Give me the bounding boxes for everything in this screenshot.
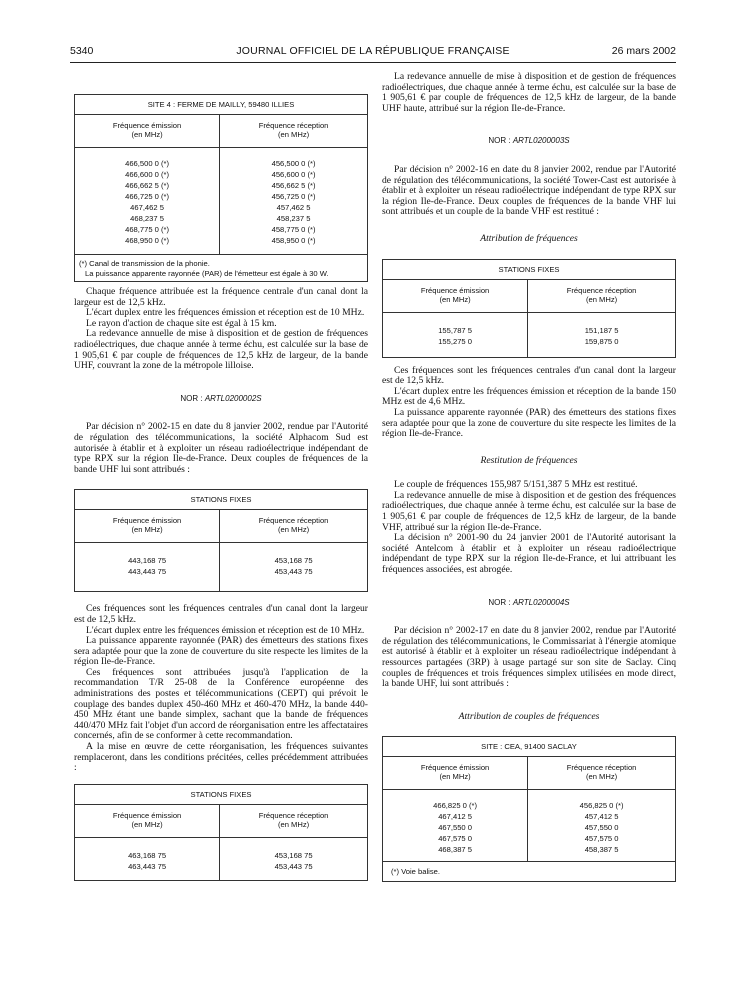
table-title: STATIONS FIXES — [383, 259, 676, 279]
emission-value: 466,500 0 (*) — [125, 159, 170, 168]
column-header-reception: Fréquence réception (en MHz) — [528, 279, 676, 312]
column-header-reception: Fréquence réception (en MHz) — [220, 115, 368, 148]
table-note: (*) Voie balise. — [391, 867, 440, 877]
section-caption: Restitution de fréquences — [480, 454, 578, 466]
paragraph: Ces fréquences sont les fréquences centrales d'un canal dont la largeur est de 12,5 kHz. — [74, 603, 368, 625]
emission-value: 468,387 5 — [438, 845, 472, 855]
nor-reference — [382, 136, 676, 147]
reception-values — [220, 543, 368, 592]
emission-value: 155,787 5 — [438, 325, 472, 335]
header-rule — [70, 62, 676, 63]
section-caption: Attribution de fréquences — [480, 232, 578, 244]
reception-value: 453,168 75 — [274, 850, 313, 860]
nor-label: NOR : — [180, 393, 205, 403]
page-number: 5340 — [70, 45, 94, 57]
reception-value: 453,443 75 — [274, 567, 313, 577]
journal-title: JOURNAL OFFICIEL DE LA RÉPUBLIQUE FRANÇAISE — [236, 45, 510, 57]
paragraph: Le rayon d'action de chaque site est égal à 15 km. — [86, 317, 277, 329]
emission-value: 468,775 0 (*) — [125, 225, 170, 234]
paragraph: La décision n° 2001-90 du 24 janvier 2001 de l'Autorité autorisant la société Antelcom à établir et à exploiter un réseau radioélectrique indépendant de type RPX sur la région Ile-de-France, et lui attribuant les fréquences associées, est abrogée. — [382, 532, 676, 576]
reception-value: 456,500 0 (*) — [271, 159, 316, 168]
paragraph: La puissance apparente rayonnée (PAR) des émetteurs des stations fixes sera adaptée pour que la zone de couverture du site respecte les limites de la région Ile-de-France. — [74, 635, 368, 668]
emission-value: 467,412 5 — [438, 812, 472, 822]
section-caption: Attribution de couples de fréquences — [458, 710, 600, 722]
emission-values — [75, 148, 220, 255]
paragraph: L'écart duplex entre les fréquences émission et réception est de 10 MHz. — [86, 624, 365, 636]
emission-values — [75, 543, 220, 592]
table-title: STATIONS FIXES — [75, 490, 368, 510]
frequency-table-cea-saclay — [382, 736, 676, 882]
reception-value: 458,237 5 — [276, 214, 311, 223]
reception-value: 453,168 75 — [274, 556, 313, 566]
emission-value: 466,600 0 (*) — [125, 170, 170, 179]
table-note: (*) Canal de transmission de la phonie. — [79, 259, 210, 268]
reception-value: 151,187 5 — [584, 325, 619, 335]
reception-value: 458,387 5 — [584, 845, 619, 855]
right-column — [382, 72, 676, 882]
emission-values — [383, 790, 528, 862]
emission-value: 467,550 0 — [438, 823, 472, 833]
table-notes — [75, 255, 368, 282]
emission-values — [75, 837, 220, 880]
reception-value: 457,575 0 — [584, 834, 619, 844]
reception-values — [528, 312, 676, 357]
paragraph: Chaque fréquence attribuée est la fréquence centrale d'un canal dont la largeur est de 12,5 kHz. — [74, 286, 368, 308]
paragraph: Ces fréquences sont les fréquences centrales d'un canal dont la largeur est de 12,5 kHz. — [382, 364, 676, 387]
emission-value: 468,950 0 (*) — [125, 236, 170, 245]
frequency-table-alphacom — [74, 489, 368, 592]
emission-value: 443,443 75 — [128, 567, 167, 577]
emission-value: 466,725 0 (*) — [125, 192, 170, 201]
emission-value: 468,237 5 — [130, 214, 164, 223]
paragraph: Par décision n° 2002-16 en date du 8 janvier 2002, rendue par l'Autorité de régulation des télécommunications, la société Tower-Cast est autorisée à établir et à exploiter un réseau radioélectrique indépendant de type RPX sur la région Ile-de-France. Deux couples de fréquences de la bande VHF lui sont attribués et un couple de la bande VHF est restitué : — [382, 163, 676, 218]
paragraph: La redevance annuelle de mise à disposition et de gestion des fréquences radioélectriques, due chaque année à terme échu, est calculée sur la base de 1 905,61 € par couple de fréquences de 12,5 kHz de largeur, de la bande VHF, attribué sur la région Ile-de-France. — [382, 489, 676, 533]
paragraph: L'écart duplex entre les fréquences émission et réception est de 10 MHz. — [86, 307, 365, 319]
left-column — [74, 72, 368, 881]
paragraph: La redevance annuelle de mise à disposition et de gestion de fréquences radioélectriques, due chaque année à terme échu, est calculée sur la base de 1 905,61 € par couple de fréquences de 12,5 kHz de largeur, de la bande UHF, couvrant la zone de la métropole lilloise. — [74, 328, 368, 372]
emission-value: 463,443 75 — [128, 861, 167, 871]
paragraph: La redevance annuelle de mise à disposition et de gestion de fréquences radioélectriques, due chaque année à terme échu, est calculée sur la base de 1 905,61 € par couple de fréquences de 12,5 kHz de largeur, de la bande UHF haute, attribué sur la région Ile-de-France. — [382, 71, 676, 114]
emission-values — [383, 312, 528, 357]
table-note: La puissance apparente rayonnée (PAR) de l'émetteur est égale à 30 W. — [85, 269, 329, 278]
reception-value: 457,462 5 — [276, 203, 311, 212]
paragraph: La puissance apparente rayonnée (PAR) des émetteurs des stations fixes sera adaptée pour que la zone de couverture du site respecte les limites de la région Ile-de-France. — [382, 406, 676, 440]
emission-value: 466,662 5 (*) — [125, 181, 170, 190]
nor-reference — [74, 394, 368, 405]
issue-date: 26 mars 2002 — [611, 45, 676, 57]
paragraph: Le couple de fréquences 155,987 5/151,387 5 MHz est restitué. — [394, 479, 638, 491]
nor-label: NOR : — [488, 597, 513, 607]
reception-value: 456,600 0 (*) — [271, 170, 316, 179]
paragraph: Par décision n° 2002-17 en date du 8 janvier 2002, rendue par l'Autorité de régulation des télécommunications, le Commissariat à l'énergie atomique est autorisé à établir et à exploiter un réseau radioélectrique indépendant à ressources partagées (3RP) à usage partagé sur son site de Saclay. Cinq couples de fréquences et trois fréquences simplex utilisées en mode direct, la bande UHF, lui sont attribués : — [382, 625, 676, 690]
column-header-reception: Fréquence réception (en MHz) — [220, 804, 368, 837]
paragraph: Ces fréquences sont attribuées jusqu'à l'application de la recommandation T/R 25-08 de la Conférence européenne des administrations des postes et télécommunications (CEPT) qui prévoit le couplage des bandes duplex 450-460 MHz et 460-470 MHz, la bande 440-450 MHz étant une bande simplex, sachant que la bande de fréquences 440/470 MHz fait l'objet d'un accord de réorganisation entre les affectataires concernés, afin de se conformer à cette recommandation. — [74, 666, 368, 742]
paragraph: Par décision n° 2002-15 en date du 8 janvier 2002, rendue par l'Autorité de régulation des télécommunications, la société Alphacom Sud est autorisée à établir et à exploiter un réseau radioélectrique indépendant de type RPX sur la région Ile-de-France. Deux couples de fréquences de la bande UHF lui sont attribués : — [74, 421, 368, 475]
column-header-reception: Fréquence réception (en MHz) — [220, 510, 368, 543]
page-header — [70, 45, 676, 59]
column-header-emission: Fréquence émission (en MHz) — [75, 115, 220, 148]
table-notes — [383, 862, 676, 882]
reception-value: 456,825 0 (*) — [579, 801, 624, 811]
nor-code: ARTL0200003S — [512, 136, 570, 146]
reception-value: 159,875 0 — [584, 336, 619, 346]
emission-value: 443,168 75 — [128, 556, 167, 566]
reception-value: 453,443 75 — [274, 861, 313, 871]
reception-value: 456,662 5 (*) — [271, 181, 316, 190]
reception-value: 456,725 0 (*) — [271, 192, 316, 201]
nor-code: ARTL0200002S — [204, 393, 262, 403]
column-header-emission: Fréquence émission (en MHz) — [75, 804, 220, 837]
emission-value: 467,462 5 — [130, 203, 164, 212]
frequency-table-towercast — [382, 259, 676, 358]
table-title: SITE 4 : FERME DE MAILLY, 59480 ILLIES — [75, 95, 368, 115]
reception-values — [528, 790, 676, 862]
frequency-table-site4 — [74, 94, 368, 282]
nor-reference — [382, 598, 676, 609]
nor-code: ARTL0200004S — [512, 597, 570, 607]
reception-value: 457,412 5 — [584, 812, 619, 822]
column-header-reception: Fréquence réception (en MHz) — [528, 757, 676, 790]
emission-value: 155,275 0 — [438, 336, 472, 346]
reception-value: 458,950 0 (*) — [271, 236, 316, 245]
emission-value: 463,168 75 — [128, 850, 167, 860]
table-title: STATIONS FIXES — [75, 784, 368, 804]
emission-value: 467,575 0 — [438, 834, 472, 844]
reception-values — [220, 837, 368, 880]
emission-value: 466,825 0 (*) — [433, 801, 478, 811]
paragraph: L'écart duplex entre les fréquences émission et réception de la bande 150 MHz est de 4,6 MHz. — [382, 385, 676, 408]
table-title: SITE : CEA, 91400 SACLAY — [383, 737, 676, 757]
reception-value: 458,775 0 (*) — [271, 225, 316, 234]
reception-values — [220, 148, 368, 255]
frequency-table-future — [74, 784, 368, 881]
nor-label: NOR : — [488, 136, 513, 146]
column-header-emission: Fréquence émission (en MHz) — [383, 757, 528, 790]
paragraph: A la mise en œuvre de cette réorganisation, les fréquences suivantes remplaceront, dans les conditions précitées, celles précédemment attribuées : — [74, 741, 368, 774]
column-header-emission: Fréquence émission (en MHz) — [75, 510, 220, 543]
reception-value: 457,550 0 — [584, 823, 619, 833]
column-header-emission: Fréquence émission (en MHz) — [383, 279, 528, 312]
